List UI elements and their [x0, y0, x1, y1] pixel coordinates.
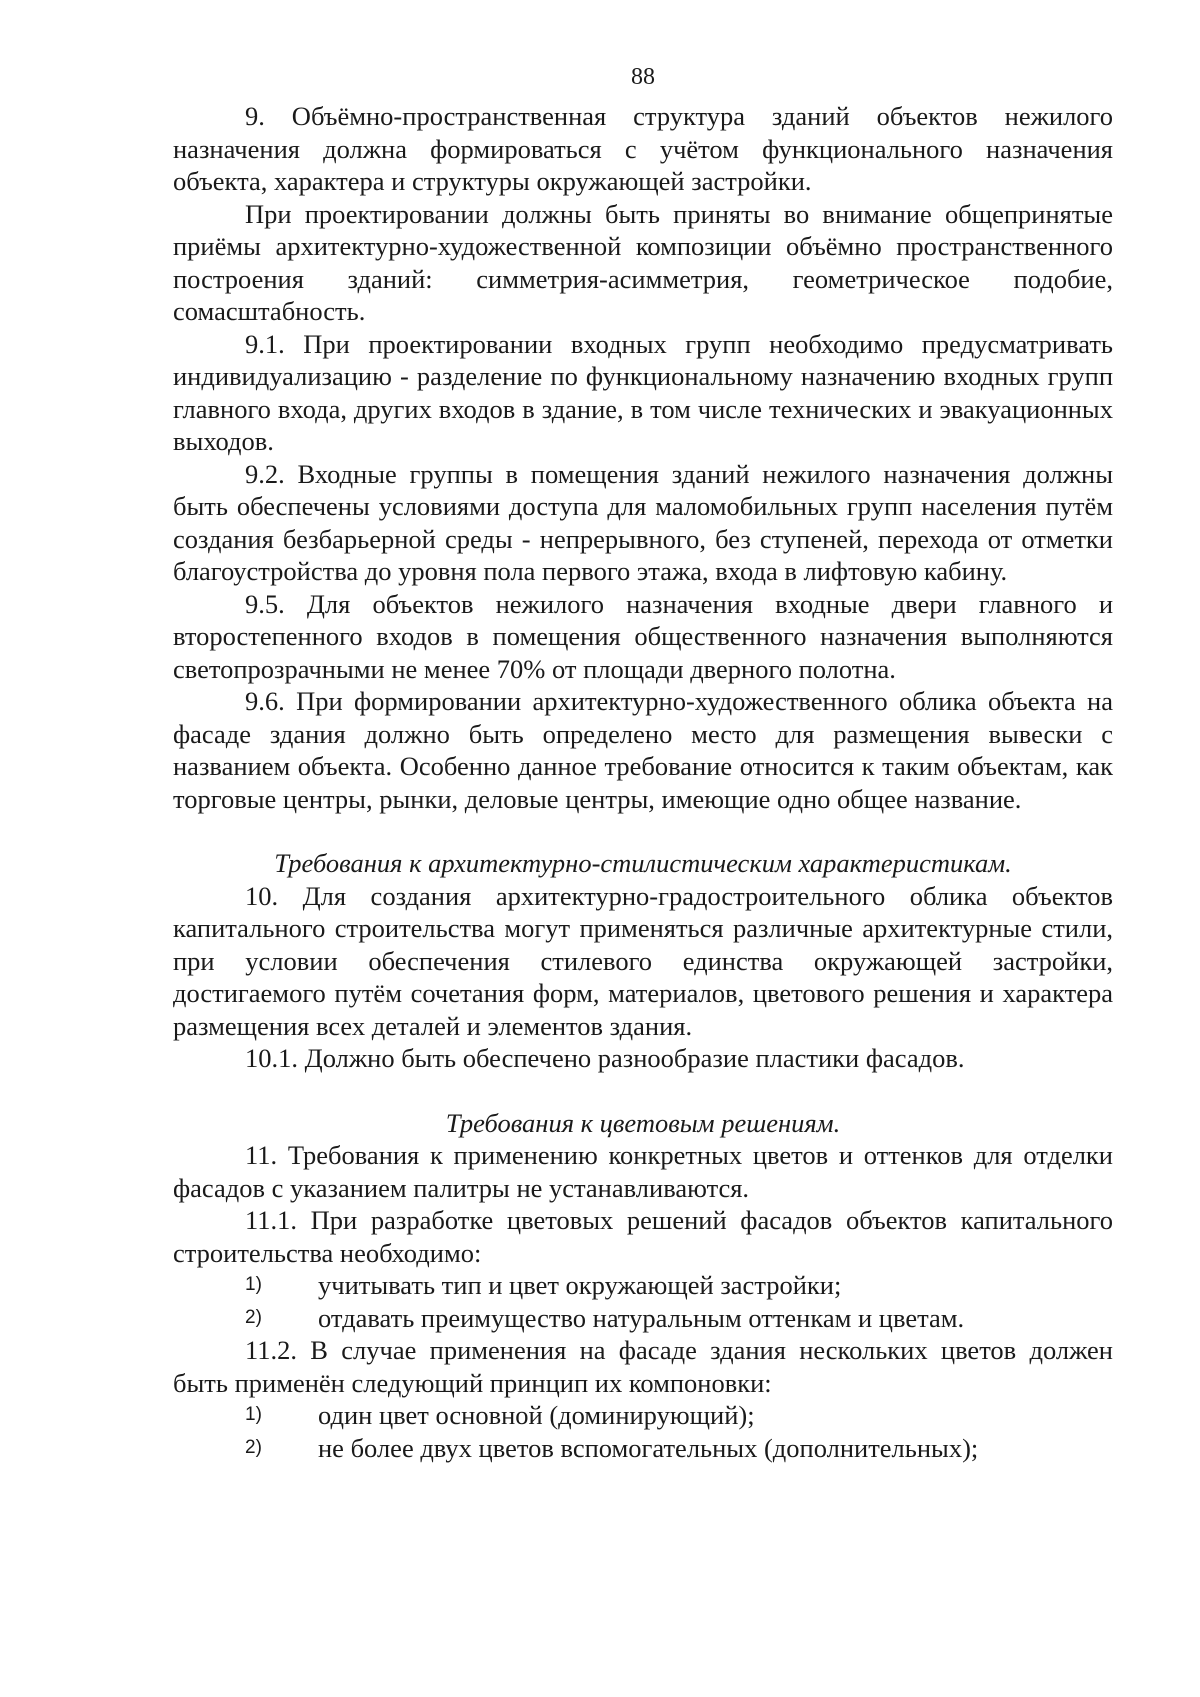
list-item-number: 1): [245, 1274, 262, 1295]
paragraph-10-1: 10.1. Должно быть обеспечено разнообразие пластики фасадов.: [245, 1043, 965, 1073]
paragraph-9-6: 9.6. При формировании архитектурно-художественного облика объекта на фасаде здания должно быть определено место для размещения вывески с названием объекта. Особенно данное требование относится к таким объектам, как торговые центры, рынки, деловые центры, имеющие одно общее название.: [173, 686, 1113, 814]
list-item-text: один цвет основной (доминирующий);: [318, 1400, 755, 1430]
section-heading-style: Требования к архитектурно-стилистическим характеристикам.: [274, 848, 1012, 878]
paragraph-11-2: 11.2. В случае применения на фасаде здания нескольких цветов должен быть применён следующий принцип их компоновки:: [173, 1335, 1113, 1398]
paragraph-10: 10. Для создания архитектурно-градостроительного облика объектов капитального строительства могут применяться различные архитектурные стили, при условии обеспечения стилевого единства окружающей застройки, достигаемого путём сочетания форм, материалов, цветового решения и характера размещения всех деталей и элементов здания.: [173, 880, 1113, 1041]
list-item: [173, 1399, 1113, 1432]
list-item: [173, 1302, 1113, 1335]
list-item-text: отдавать преимущество натуральным оттенкам и цветам.: [318, 1302, 965, 1333]
section-heading-color: Требования к цветовым решениям.: [445, 1107, 841, 1138]
list-item-text: учитывать тип и цвет окружающей застройки;: [318, 1270, 842, 1300]
paragraph-9-2: 9.2. Входные группы в помещения зданий нежилого назначения должны быть обеспечены условиями доступа для маломобильных групп населения путём создания безбарьерной среды - непрерывного, без ступеней, перехода от отметки благоустройства до уровня пола первого этажа, входа в лифтовую кабину.: [173, 458, 1113, 586]
list-item: [173, 1269, 1113, 1302]
list-item-number: 1): [245, 1404, 262, 1425]
paragraph-11: 11. Требования к применению конкретных цветов и оттенков для отделки фасадов с указанием палитры не устанавливаются.: [173, 1140, 1113, 1203]
paragraph-9-1: 9.1. При проектировании входных групп необходимо предусматривать индивидуализацию - разделение по функциональному назначению входных групп главного входа, других входов в здание, в том числе технических и эвакуационных выходов.: [173, 328, 1113, 456]
document-page: [173, 62, 1113, 1464]
list-item-text: не более двух цветов вспомогательных (дополнительных);: [318, 1432, 979, 1463]
list-item-number: 2): [245, 1306, 262, 1328]
paragraph-9: 9. Объёмно-пространственная структура зданий объектов нежилого назначения должна формироваться с учётом функционального назначения объекта, характера и структуры окружающей застройки.: [173, 101, 1113, 196]
page-number: 88: [631, 64, 655, 90]
paragraph-9-design-note: При проектировании должны быть приняты во внимание общепринятые приёмы архитектурно-художественной композиции объёмно пространственного построения зданий: симметрия-асимметрия, геометрическое подобие, сомасштабность.: [173, 198, 1113, 326]
list-item-number: 2): [245, 1436, 262, 1458]
list-item: [173, 1432, 1113, 1465]
paragraph-9-5: 9.5. Для объектов нежилого назначения входные двери главного и второстепенного входов в помещения общественного назначения выполняются светопрозрачными не менее 70% от площади дверного полотна.: [173, 588, 1113, 684]
paragraph-11-1: 11.1. При разработке цветовых решений фасадов объектов капитального строительства необходимо:: [173, 1205, 1113, 1268]
